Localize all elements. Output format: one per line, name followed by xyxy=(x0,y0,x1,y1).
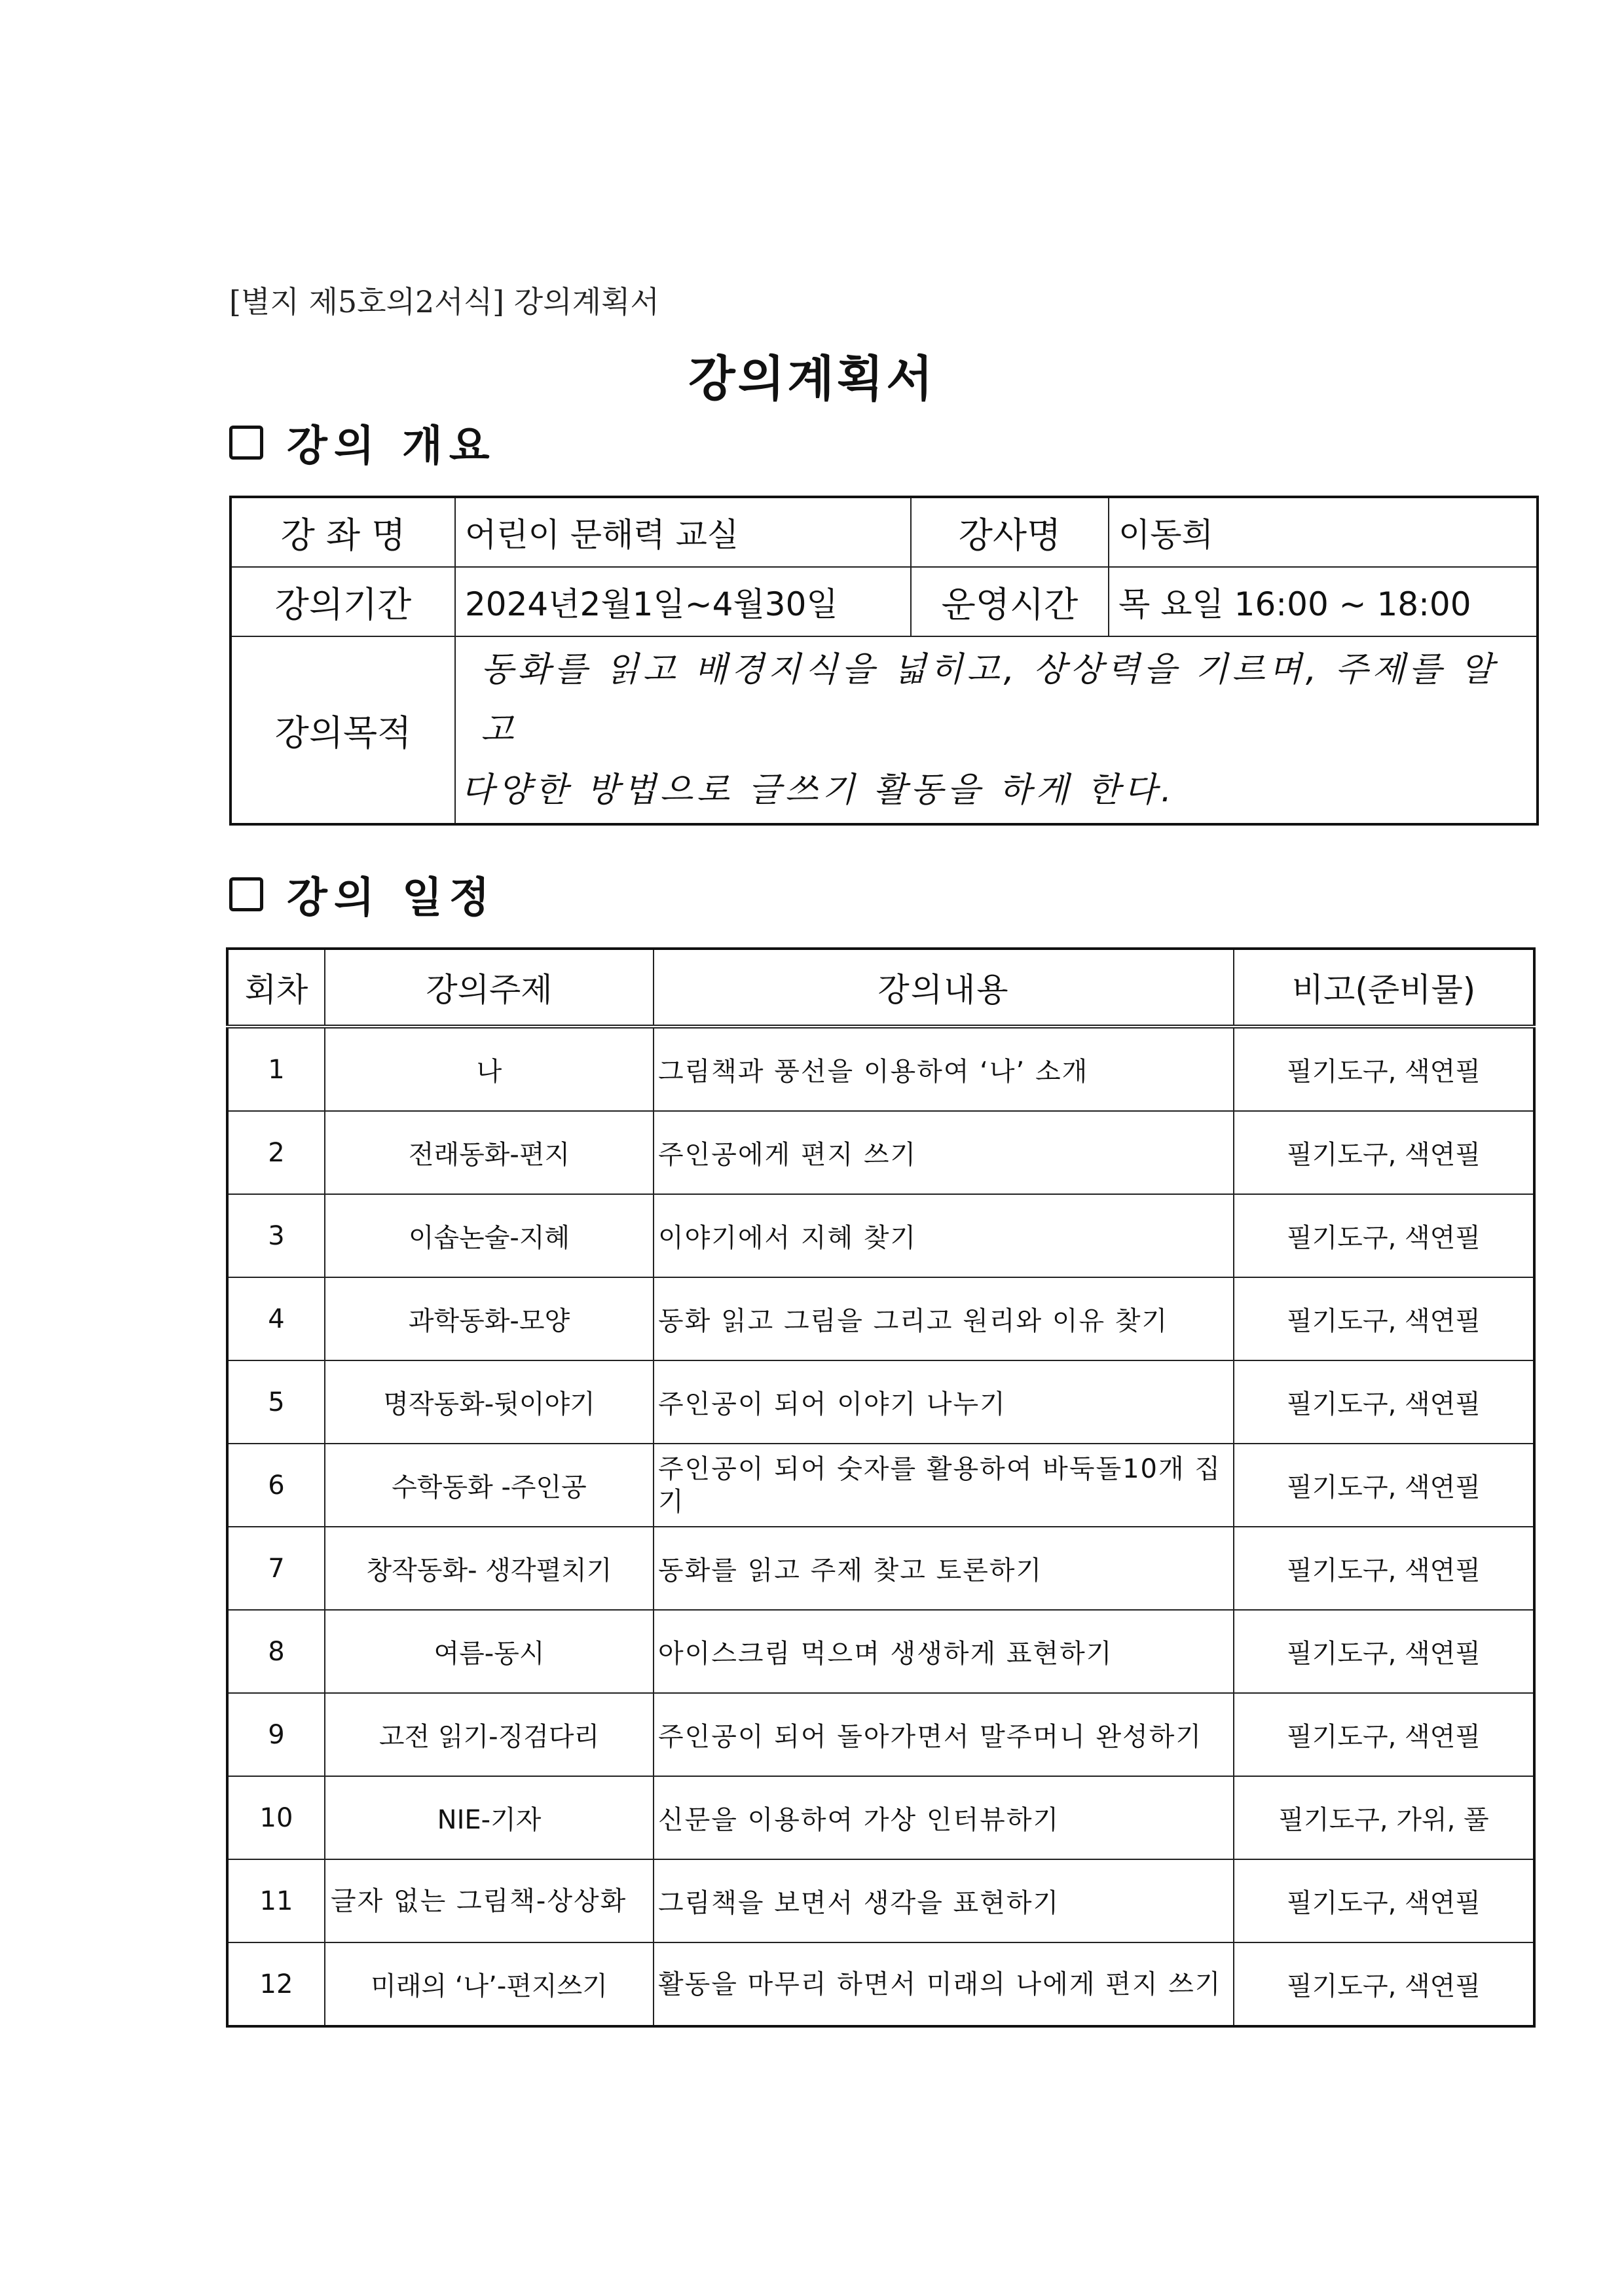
row-note: 필기도구, 색연필 xyxy=(1234,1527,1534,1610)
row-content: 아이스크림 먹으며 생생하게 표현하기 xyxy=(654,1610,1234,1693)
row-content: 동화 읽고 그림을 그리고 원리와 이유 찾기 xyxy=(654,1277,1234,1360)
row-note: 필기도구, 색연필 xyxy=(1234,1360,1534,1444)
section-schedule-heading xyxy=(229,864,496,924)
document-title: 강의계획서 xyxy=(688,351,936,407)
row-content: 주인공이 되어 돌아가면서 말주머니 완성하기 xyxy=(654,1693,1234,1776)
row-no: 2 xyxy=(227,1111,325,1194)
row-note: 필기도구, 색연필 xyxy=(1234,1027,1534,1111)
row-note: 필기도구, 색연필 xyxy=(1234,1111,1534,1194)
row-topic: NIE-기자 xyxy=(325,1776,654,1859)
course-value: 어린이 문해력 교실 xyxy=(455,497,911,567)
period-value: 2024년2월1일~4월30일 xyxy=(455,567,911,636)
row-note: 필기도구, 색연필 xyxy=(1234,1693,1534,1776)
header-no: 회차 xyxy=(227,949,325,1027)
table-row xyxy=(227,1111,1534,1194)
hours-label: 운영시간 xyxy=(911,567,1109,636)
row-no: 12 xyxy=(227,1942,325,2026)
row-note: 필기도구, 색연필 xyxy=(1234,1194,1534,1277)
row-no: 10 xyxy=(227,1776,325,1859)
row-no: 9 xyxy=(227,1693,325,1776)
row-topic: 여름-동시 xyxy=(325,1610,654,1693)
row-topic: 고전 읽기-징검다리 xyxy=(325,1693,654,1776)
purpose-line-1: 동화를 읽고 배경지식을 넓히고, 상상력을 기르며, 주제를 알고 xyxy=(481,650,1498,750)
row-content: 그림책과 풍선을 이용하여 ‘나’ 소개 xyxy=(654,1027,1234,1111)
row-topic: 과학동화-모양 xyxy=(325,1277,654,1360)
table-row xyxy=(227,1942,1534,2026)
row-no: 6 xyxy=(227,1444,325,1527)
row-content: 그림책을 보면서 생각을 표현하기 xyxy=(654,1859,1234,1942)
row-topic: 수학동화 -주인공 xyxy=(325,1444,654,1527)
row-no: 7 xyxy=(227,1527,325,1610)
instructor-value: 이동희 xyxy=(1109,497,1538,567)
header-note: 비고(준비물) xyxy=(1234,949,1534,1027)
row-note: 필기도구, 색연필 xyxy=(1234,1277,1534,1360)
row-topic: 미래의 ‘나’-편지쓰기 xyxy=(325,1942,654,2026)
overview-table xyxy=(229,496,1539,826)
section-overview-label: 강의 개요 xyxy=(287,422,496,471)
row-content: 신문을 이용하여 가상 인터뷰하기 xyxy=(654,1776,1234,1859)
form-label: [별지 제5호의2서식] 강의계획서 xyxy=(229,284,659,319)
checkbox-icon xyxy=(229,426,263,460)
row-content: 동화를 읽고 주제 찾고 토론하기 xyxy=(654,1527,1234,1610)
table-row xyxy=(227,1859,1534,1942)
header-topic: 강의주제 xyxy=(325,949,654,1027)
row-no: 4 xyxy=(227,1277,325,1360)
row-note: 필기도구, 색연필 xyxy=(1234,1610,1534,1693)
row-topic: 글자 없는 그림책-상상화 xyxy=(325,1859,654,1942)
table-row xyxy=(227,1527,1534,1610)
table-row xyxy=(227,1027,1534,1111)
row-content: 활동을 마무리 하면서 미래의 나에게 편지 쓰기 xyxy=(654,1942,1234,2026)
purpose-value xyxy=(455,636,1538,824)
row-content: 이야기에서 지혜 찾기 xyxy=(654,1194,1234,1277)
row-note: 필기도구, 가위, 풀 xyxy=(1234,1776,1534,1859)
row-content: 주인공이 되어 이야기 나누기 xyxy=(654,1360,1234,1444)
hours-value: 목 요일 16:00 ~ 18:00 xyxy=(1109,567,1538,636)
row-content: 주인공이 되어 숫자를 활용하여 바둑돌10개 집기 xyxy=(654,1444,1234,1527)
table-row xyxy=(227,1610,1534,1693)
table-row xyxy=(227,1444,1534,1527)
course-label: 강 좌 명 xyxy=(231,497,455,567)
header-content: 강의내용 xyxy=(654,949,1234,1027)
row-topic: 이솝논술-지혜 xyxy=(325,1194,654,1277)
row-content: 주인공에게 편지 쓰기 xyxy=(654,1111,1234,1194)
row-note: 필기도구, 색연필 xyxy=(1234,1859,1534,1942)
instructor-label: 강사명 xyxy=(911,497,1109,567)
row-topic: 창작동화- 생각펼치기 xyxy=(325,1527,654,1610)
row-topic: 명작동화-뒷이야기 xyxy=(325,1360,654,1444)
row-topic: 나 xyxy=(325,1027,654,1111)
period-label: 강의기간 xyxy=(231,567,455,636)
row-no: 3 xyxy=(227,1194,325,1277)
row-no: 8 xyxy=(227,1610,325,1693)
section-schedule-label: 강의 일정 xyxy=(287,873,496,922)
checkbox-icon xyxy=(229,877,263,911)
table-row xyxy=(227,1194,1534,1277)
row-no: 5 xyxy=(227,1360,325,1444)
schedule-table xyxy=(226,947,1536,2028)
purpose-label: 강의목적 xyxy=(231,636,455,824)
section-overview-heading xyxy=(229,412,496,473)
table-row xyxy=(227,1693,1534,1776)
table-row xyxy=(227,1360,1534,1444)
row-no: 11 xyxy=(227,1859,325,1942)
schedule-header-row xyxy=(227,949,1534,1027)
row-note: 필기도구, 색연필 xyxy=(1234,1444,1534,1527)
table-row xyxy=(227,1277,1534,1360)
row-no: 1 xyxy=(227,1027,325,1111)
row-note: 필기도구, 색연필 xyxy=(1234,1942,1534,2026)
row-topic: 전래동화-편지 xyxy=(325,1111,654,1194)
table-row xyxy=(227,1776,1534,1859)
purpose-line-2: 다양한 방법으로 글쓰기 활동을 하게 한다. xyxy=(461,771,1176,810)
